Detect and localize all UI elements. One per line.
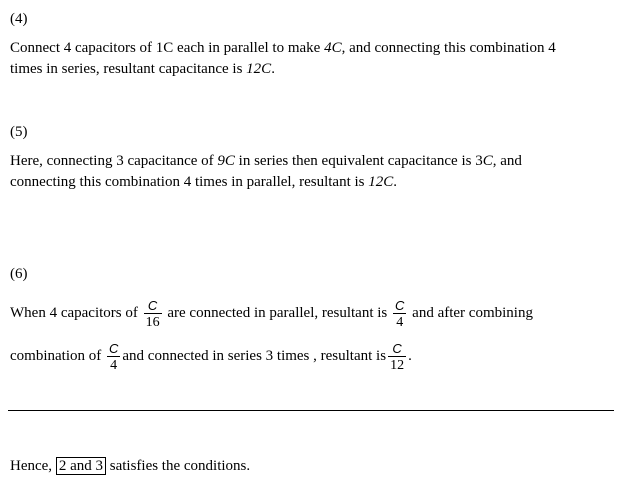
fraction-numerator: C — [395, 297, 405, 313]
fraction-denominator: 16 — [145, 314, 160, 330]
fraction-numerator: C — [388, 341, 406, 357]
section-5-heading: (5) — [10, 124, 28, 140]
text: , and — [492, 153, 522, 169]
text: combination of — [10, 348, 102, 364]
text: connecting this combination 4 times in parallel, resultant is — [10, 174, 369, 190]
text: in series then equivalent capacitance is 3 — [234, 153, 483, 169]
section-5-line-1 — [10, 152, 522, 170]
text: and connected in series 3 times , resultant is — [122, 348, 387, 364]
fraction-c-over-16 — [144, 298, 162, 330]
text: are connected in parallel, resultant is — [167, 305, 388, 321]
math-c: C — [482, 153, 493, 169]
section-6-line-1 — [10, 295, 533, 331]
fraction-numerator: C — [144, 298, 162, 314]
fraction-c-over-4 — [107, 341, 120, 373]
section-6-heading: (6) — [10, 266, 28, 282]
math-12c: 12C — [246, 61, 272, 77]
text: . — [271, 61, 275, 77]
fraction-c-over-12 — [388, 341, 406, 373]
text: . — [408, 348, 412, 364]
answer-box: 2 and 3 — [56, 457, 106, 475]
section-5-line-2 — [10, 173, 397, 191]
text: When 4 capacitors of — [10, 305, 138, 321]
conclusion — [10, 457, 250, 475]
divider — [8, 410, 614, 411]
fraction-denominator: 12 — [390, 357, 405, 373]
fraction-numerator: C — [108, 340, 119, 356]
math-4c: 4C — [324, 40, 342, 56]
section-4-line-1 — [10, 39, 556, 57]
fraction-c-over-4 — [393, 298, 406, 330]
text: Connect 4 capacitors of 1C each in parallel to make — [10, 40, 325, 56]
math-12c: 12C — [368, 174, 394, 190]
text: satisfies the conditions. — [105, 458, 251, 474]
math-9c: 9C — [217, 153, 235, 169]
text: Here, connecting 3 capacitance of — [10, 153, 218, 169]
text: , and connecting this combination 4 — [341, 40, 556, 56]
section-4-heading: (4) — [10, 11, 28, 27]
text: Hence, — [10, 458, 56, 474]
fraction-denominator: 4 — [396, 314, 404, 330]
text: and after combining — [412, 305, 533, 321]
section-4-line-2 — [10, 60, 275, 78]
fraction-denominator: 4 — [110, 357, 118, 373]
text: times in series, resultant capacitance is — [10, 61, 247, 77]
text: . — [393, 174, 398, 190]
section-6-line-2 — [10, 338, 412, 374]
